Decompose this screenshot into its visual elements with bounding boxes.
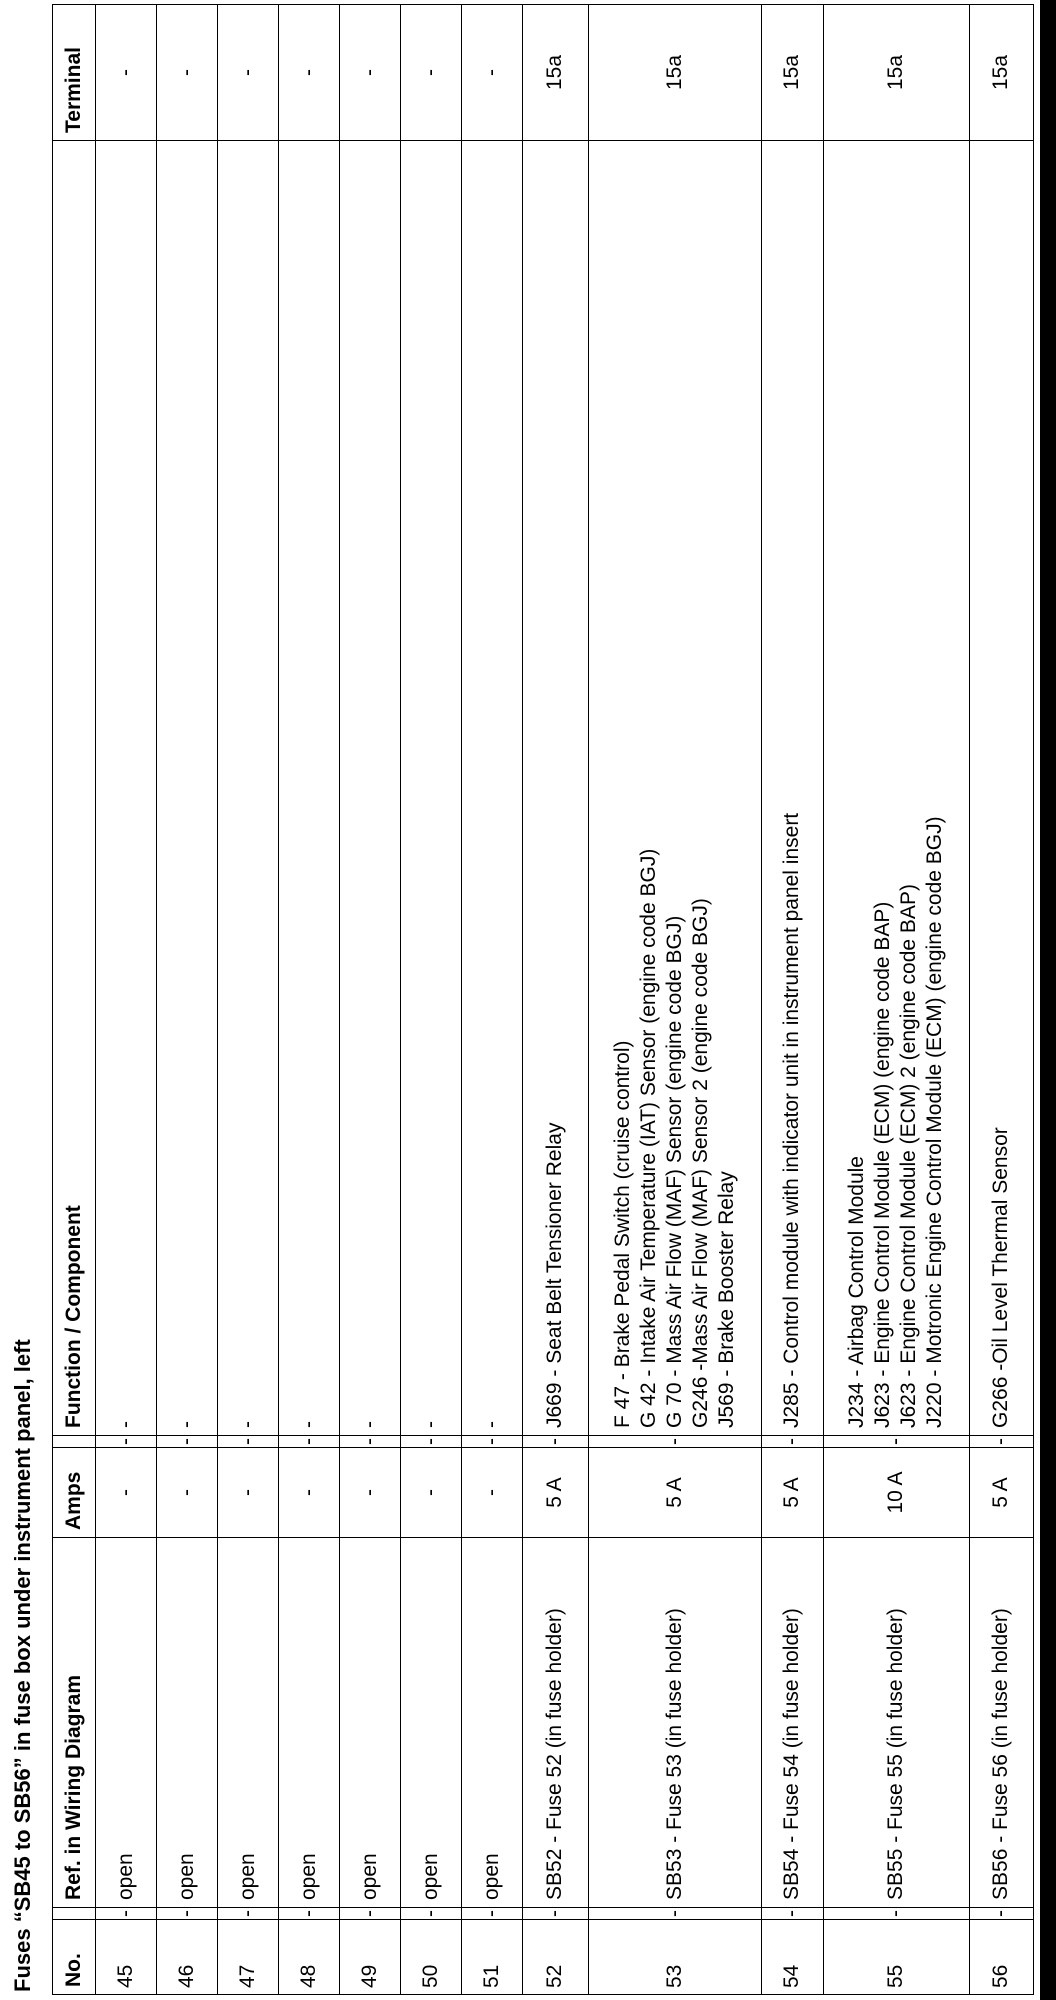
header-gap	[53, 1908, 96, 1920]
table-row	[969, 5, 1034, 1995]
function-component	[340, 141, 401, 1436]
table-header-row	[53, 5, 96, 1995]
terminal: -	[96, 5, 157, 141]
page-title: Fuses “SB45 to SB56” in fuse box under instrument panel, left	[10, 1339, 35, 1992]
separator-dash: -	[462, 1908, 523, 1920]
table-row	[340, 5, 401, 1995]
fuse-number: 48	[279, 1920, 340, 1995]
separator-dash: -	[401, 1436, 462, 1448]
table-row	[462, 5, 523, 1995]
table-row	[761, 5, 823, 1995]
wiring-ref: open	[401, 1538, 462, 1908]
separator-dash: -	[401, 1908, 462, 1920]
header-terminal: Terminal	[53, 5, 96, 141]
terminal: -	[462, 5, 523, 141]
function-line: J623 - Engine Control Module (ECM) 2 (engine code BAP)	[897, 884, 921, 1428]
separator-dash: -	[279, 1908, 340, 1920]
separator-dash: -	[96, 1436, 157, 1448]
fuse-number: 49	[340, 1920, 401, 1995]
separator-dash: -	[96, 1908, 157, 1920]
wiring-ref: open	[157, 1538, 218, 1908]
separator-dash: -	[761, 1908, 823, 1920]
amperage: 10 A	[823, 1448, 969, 1538]
separator-dash: -	[523, 1908, 589, 1920]
function-line: G246 -Mass Air Flow (MAF) Sensor 2 (engine code BGJ)	[688, 898, 712, 1428]
function-line: J623 - Engine Control Module (ECM) (engine code BAP)	[871, 901, 895, 1428]
separator-dash: -	[588, 1908, 761, 1920]
function-line: -	[297, 1421, 321, 1428]
fuse-number: 54	[761, 1920, 823, 1995]
separator-dash: -	[218, 1908, 279, 1920]
function-component	[157, 141, 218, 1436]
separator-dash: -	[218, 1436, 279, 1448]
wiring-ref: SB54 - Fuse 54 (in fuse holder)	[761, 1538, 823, 1908]
function-line: G266 -Oil Level Thermal Sensor	[989, 1127, 1013, 1428]
separator-dash: -	[157, 1908, 218, 1920]
wiring-ref: open	[462, 1538, 523, 1908]
function-line: J285 - Control module with indicator unit in instrument panel insert	[780, 812, 804, 1428]
separator-dash: -	[340, 1908, 401, 1920]
wiring-ref: open	[96, 1538, 157, 1908]
function-component	[279, 141, 340, 1436]
right-edge-bar	[1040, 0, 1056, 2000]
fuse-number: 53	[588, 1920, 761, 1995]
terminal: 15a	[823, 5, 969, 141]
function-component	[823, 141, 969, 1436]
function-component	[588, 141, 761, 1436]
fuse-number: 47	[218, 1920, 279, 1995]
amperage: 5 A	[588, 1448, 761, 1538]
fuse-number: 45	[96, 1920, 157, 1995]
amperage: 5 A	[761, 1448, 823, 1538]
separator-dash: -	[761, 1436, 823, 1448]
function-component	[523, 141, 589, 1436]
table-row	[218, 5, 279, 1995]
table-row	[823, 5, 969, 1995]
header-function: Function / Component	[53, 141, 96, 1436]
separator-dash: -	[157, 1436, 218, 1448]
table-row	[401, 5, 462, 1995]
amperage: 5 A	[523, 1448, 589, 1538]
function-component	[761, 141, 823, 1436]
terminal: 15a	[969, 5, 1034, 141]
function-component	[218, 141, 279, 1436]
terminal: 15a	[523, 5, 589, 141]
table-row	[279, 5, 340, 1995]
fuse-number: 51	[462, 1920, 523, 1995]
separator-dash: -	[969, 1436, 1034, 1448]
function-line: F 47 - Brake Pedal Switch (cruise control)	[610, 1040, 634, 1428]
fuse-number: 46	[157, 1920, 218, 1995]
separator-dash: -	[823, 1436, 969, 1448]
fuse-number: 50	[401, 1920, 462, 1995]
header-amps: Amps	[53, 1448, 96, 1538]
fuse-table	[52, 4, 1034, 1995]
terminal: 15a	[761, 5, 823, 141]
separator-dash: -	[279, 1436, 340, 1448]
function-line: G 42 - Intake Air Temperature (IAT) Sensor (engine code BGJ)	[636, 848, 660, 1428]
function-line: -	[175, 1421, 199, 1428]
wiring-ref: SB56 - Fuse 56 (in fuse holder)	[969, 1538, 1034, 1908]
function-line: -	[236, 1421, 260, 1428]
function-line: -	[419, 1421, 443, 1428]
wiring-ref: open	[340, 1538, 401, 1908]
table-row	[157, 5, 218, 1995]
amperage: -	[401, 1448, 462, 1538]
header-ref: Ref. in Wiring Diagram	[53, 1538, 96, 1908]
terminal: -	[401, 5, 462, 141]
wiring-ref: SB55 - Fuse 55 (in fuse holder)	[823, 1538, 969, 1908]
amperage: -	[279, 1448, 340, 1538]
function-component	[969, 141, 1034, 1436]
header-no: No.	[53, 1920, 96, 1995]
terminal: -	[157, 5, 218, 141]
wiring-ref: open	[279, 1538, 340, 1908]
wiring-ref: SB53 - Fuse 53 (in fuse holder)	[588, 1538, 761, 1908]
terminal: -	[218, 5, 279, 141]
amperage: -	[462, 1448, 523, 1538]
header-gap	[53, 1436, 96, 1448]
separator-dash: -	[588, 1436, 761, 1448]
table-row	[96, 5, 157, 1995]
function-line: G 70 - Mass Air Flow (MAF) Sensor (engine code BGJ)	[662, 915, 686, 1428]
fuse-number: 56	[969, 1920, 1034, 1995]
function-component	[401, 141, 462, 1436]
fuse-number: 55	[823, 1920, 969, 1995]
separator-dash: -	[823, 1908, 969, 1920]
wiring-ref: SB52 - Fuse 52 (in fuse holder)	[523, 1538, 589, 1908]
function-line: -	[114, 1421, 137, 1428]
function-line: J220 - Motronic Engine Control Module (ECM) (engine code BGJ)	[923, 816, 947, 1428]
wiring-ref: open	[218, 1538, 279, 1908]
function-component	[462, 141, 523, 1436]
table-row	[588, 5, 761, 1995]
function-component	[96, 141, 157, 1436]
amperage: -	[157, 1448, 218, 1538]
amperage: -	[340, 1448, 401, 1538]
function-line: -	[480, 1421, 504, 1428]
terminal: -	[279, 5, 340, 141]
amperage: -	[218, 1448, 279, 1538]
fuse-number: 52	[523, 1920, 589, 1995]
function-line: J569 - Brake Booster Relay	[714, 1171, 738, 1428]
separator-dash: -	[523, 1436, 589, 1448]
amperage: 5 A	[969, 1448, 1034, 1538]
separator-dash: -	[462, 1436, 523, 1448]
function-line: J669 - Seat Belt Tensioner Relay	[543, 1122, 567, 1428]
function-line: -	[358, 1421, 382, 1428]
terminal: -	[340, 5, 401, 141]
table-row	[523, 5, 589, 1995]
separator-dash: -	[969, 1908, 1034, 1920]
separator-dash: -	[340, 1436, 401, 1448]
amperage: -	[96, 1448, 157, 1538]
terminal: 15a	[588, 5, 761, 141]
function-line: J234 - Airbag Control Module	[845, 1156, 869, 1428]
